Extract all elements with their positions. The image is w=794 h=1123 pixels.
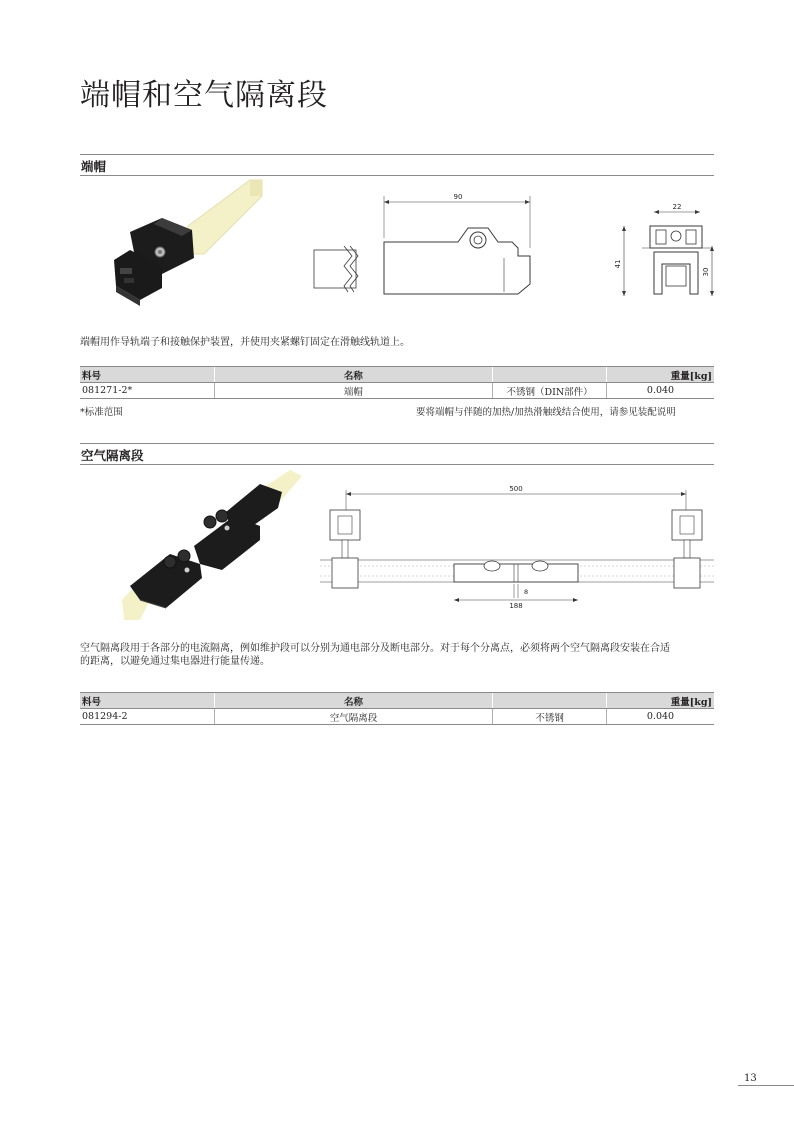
material-cell: 不锈钢 [493, 709, 607, 725]
header-material [493, 693, 607, 709]
air-gap-dim-length: 188 [509, 602, 523, 610]
header-name: 名称 [214, 693, 493, 709]
table-row [80, 383, 714, 399]
end-cap-dim-height-right: 30 [702, 267, 710, 277]
end-cap-description: 端帽用作导轨端子和接触保护装置，并使用夹紧螺钉固定在滑触线轨道上。 [80, 337, 410, 348]
end-cap-table-header [80, 367, 714, 383]
air-gap-description-line2: 的距离，以避免通过集电器进行能量传递。 [80, 656, 270, 667]
air-gap-heading: 空气隔离段 [81, 448, 144, 463]
weight-cell: 0.040 [606, 709, 714, 725]
page-number-rule [738, 1066, 794, 1086]
header-part-number: 料号 [80, 367, 214, 383]
weight-cell: 0.040 [607, 383, 714, 399]
material-cell: 不锈钢（DIN部件） [493, 383, 607, 399]
air-gap-description-line1: 空气隔离段用于各部分的电流隔离，例如维护段可以分别为通电部分及断电部分。对于每个分离点，必须将两个空气隔离段安装在合适 [80, 643, 670, 654]
end-cap-dim-length: 90 [453, 193, 463, 201]
air-gap-table-header [80, 693, 714, 709]
end-cap-dim-width: 22 [672, 203, 682, 211]
header-name: 名称 [214, 367, 492, 383]
air-gap-dim-span: 500 [509, 485, 523, 493]
header-material [493, 367, 607, 383]
header-part-number: 料号 [80, 693, 214, 709]
end-cap-dim-height-left: 41 [614, 259, 622, 269]
end-cap-table [80, 366, 714, 399]
end-cap-heading: 端帽 [81, 159, 107, 174]
end-cap-front-drawing [612, 196, 722, 306]
header-weight: 重量[kg] [606, 693, 714, 709]
air-gap-product-image [110, 470, 310, 630]
end-cap-side-drawing [308, 188, 548, 303]
air-gap-table [80, 692, 714, 725]
air-gap-section-header [80, 443, 714, 465]
end-cap-note-assembly: 要将端帽与伴随的加热/加热滑触线结合使用，请参见装配说明 [416, 407, 676, 418]
end-cap-product-image [100, 178, 270, 313]
header-weight: 重量[kg] [607, 367, 714, 383]
air-gap-description [80, 642, 720, 668]
page-title: 端帽和空气隔离段 [80, 78, 328, 113]
table-row [80, 709, 714, 725]
air-gap-dim-gap: 8 [524, 588, 529, 596]
end-cap-section-header [80, 154, 714, 176]
air-gap-drawing [318, 480, 716, 610]
name-cell: 空气隔离段 [214, 709, 493, 725]
end-cap-note-standard: *标准范围 [80, 407, 123, 418]
part-number-cell: 081271-2* [80, 383, 214, 399]
name-cell: 端帽 [214, 383, 492, 399]
part-number-cell: 081294-2 [80, 709, 214, 725]
page-number: 13 [744, 1073, 757, 1084]
